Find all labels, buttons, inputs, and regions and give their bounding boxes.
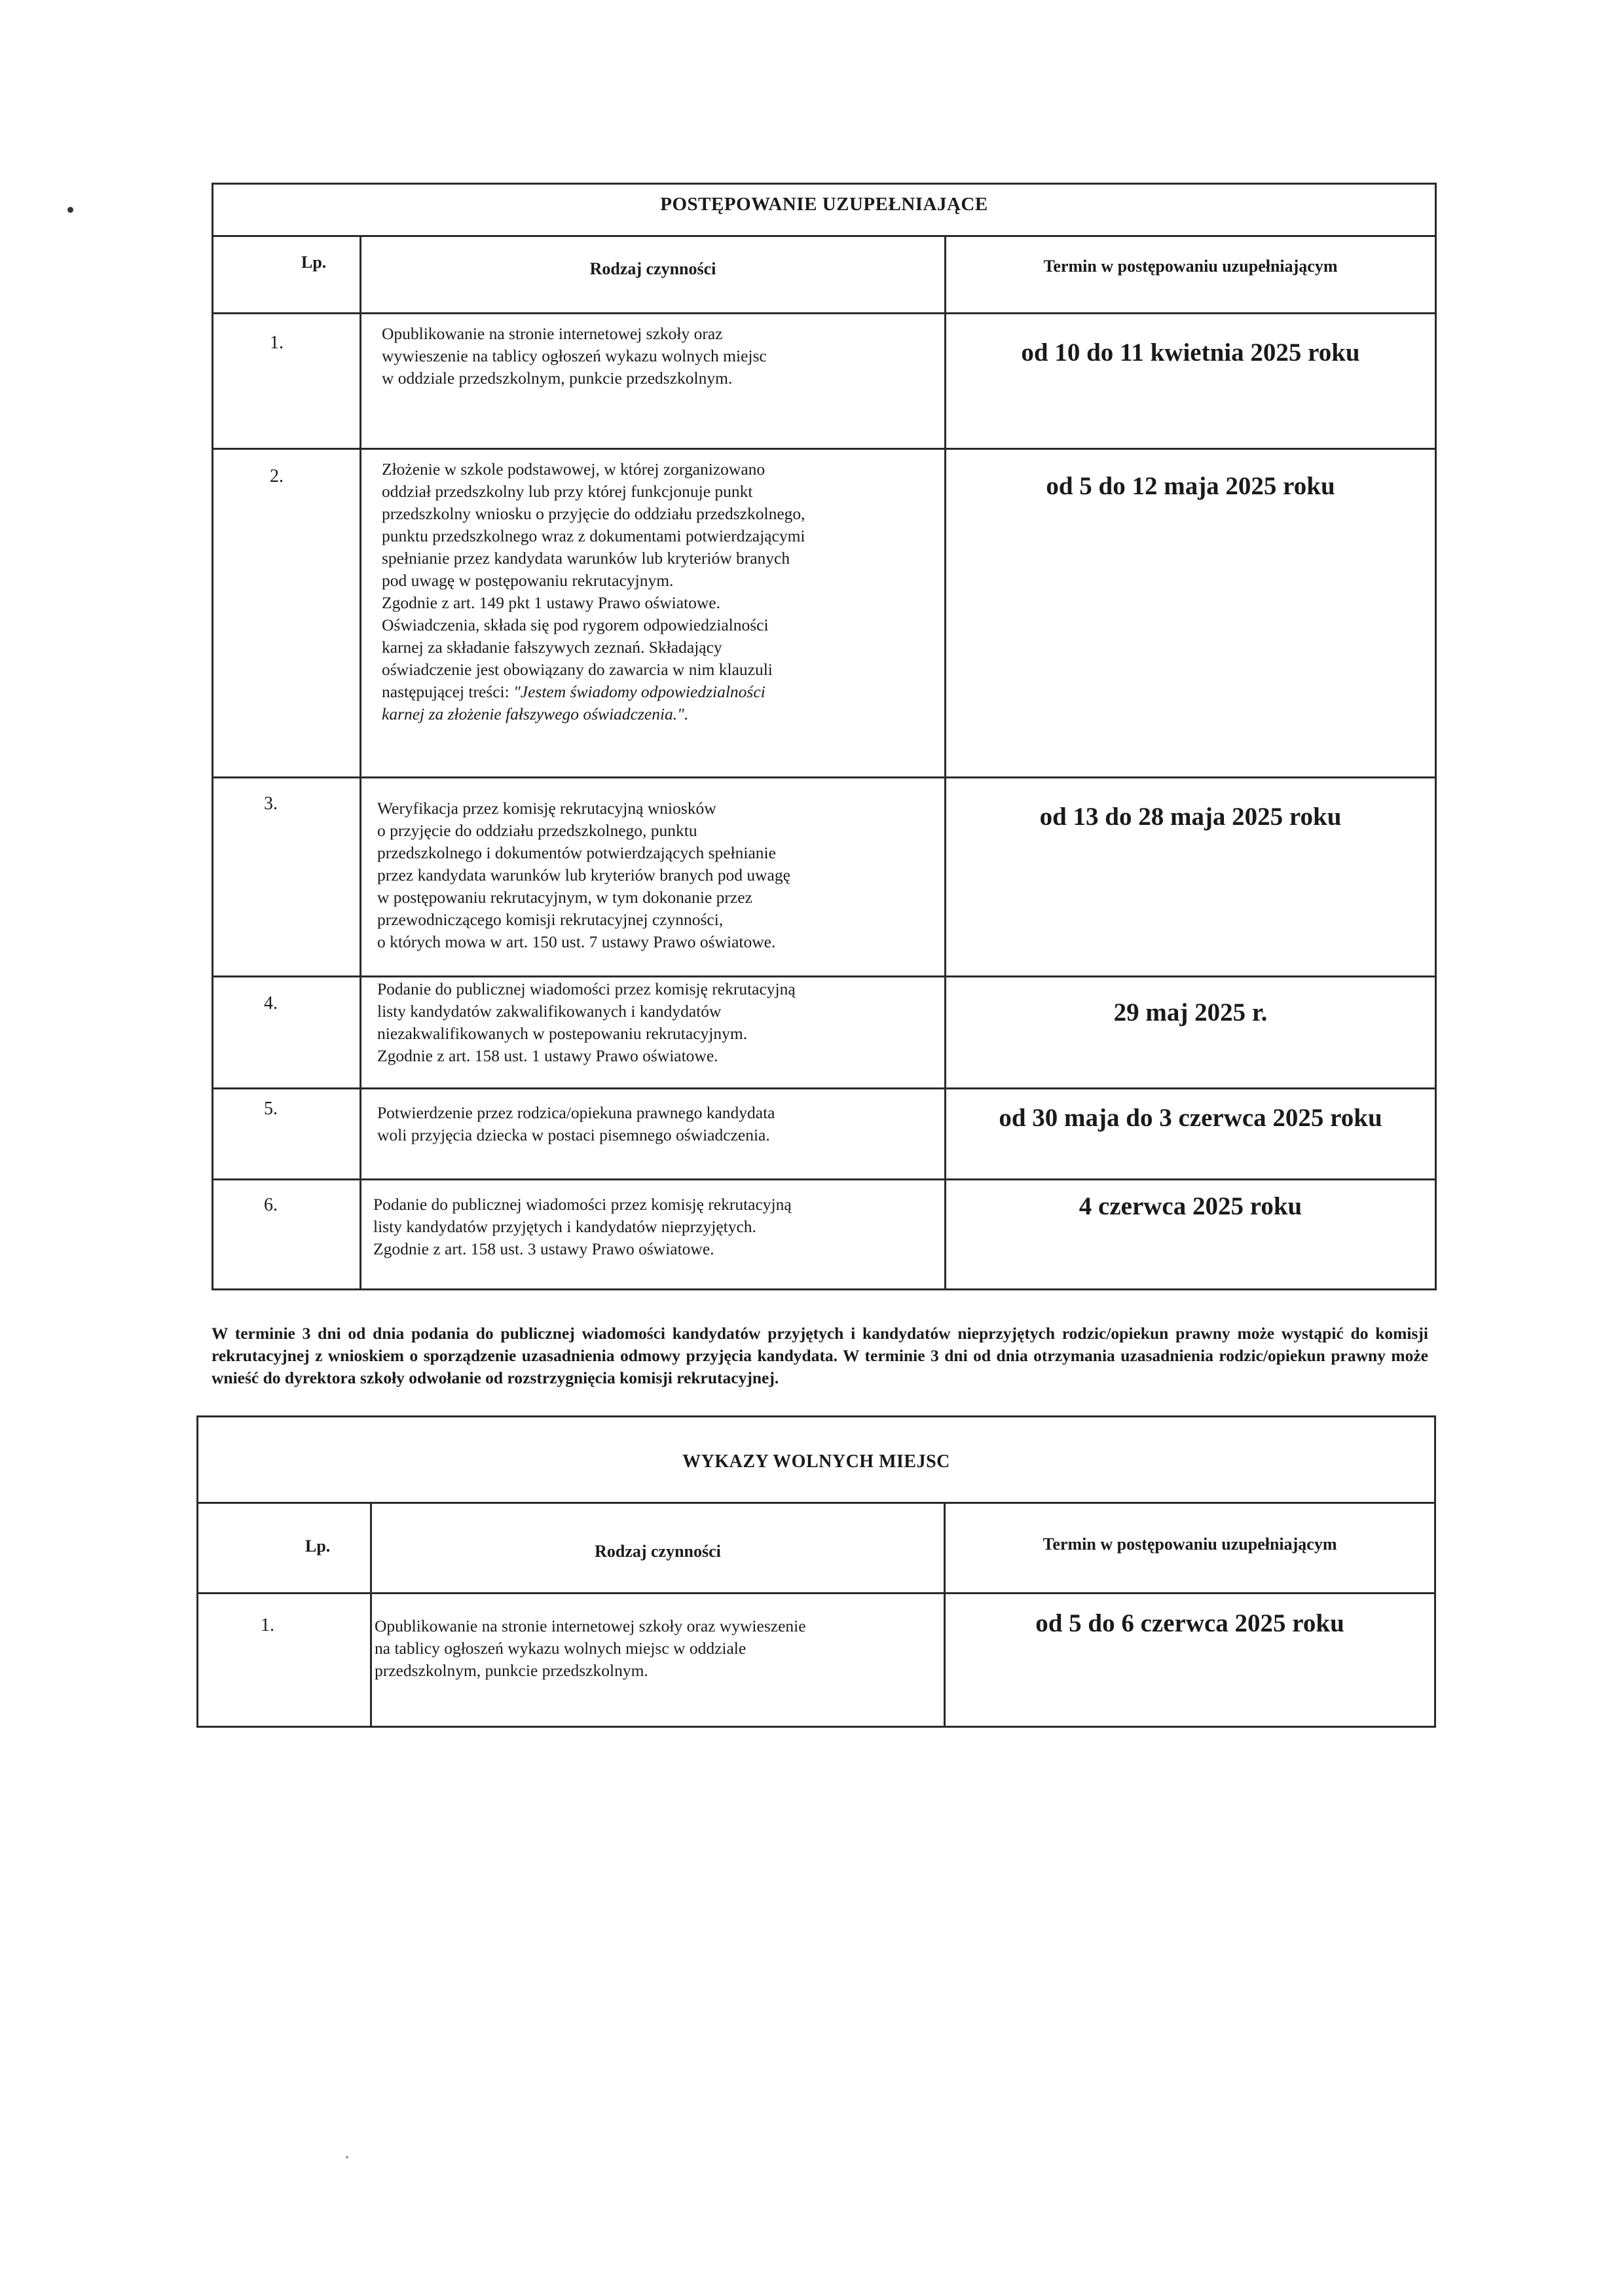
column-header-lp: Lp.	[301, 253, 327, 272]
row-number: 2.	[270, 466, 284, 486]
row-description: Podanie do publicznej wiadomości przez komisję rekrutacyjną listy kandydatów zakwalifikowanych i kandydatów niezakwalifikowanych w postepowaniu rekrutacyjnym. Zgodnie z art. 158 ust. 1 ustawy Prawo oświatowe.	[377, 979, 796, 1065]
section-title: POSTĘPOWANIE UZUPEŁNIAJĄCE	[660, 194, 988, 215]
row-number: 3.	[264, 793, 278, 814]
row-number: 1.	[270, 333, 284, 353]
row-term: od 5 do 12 maja 2025 roku	[1046, 472, 1335, 500]
row-description: Złożenie w szkole podstawowej, w której zorganizowano oddział przedszkolny lub przy której funkcjonuje punkt przedszkolny wniosku o przyjęcie do oddziału przedszkolnego, punktu przedszkolnego wraz z dokumentami potwierdzającymi spełnianie przez kandydata warunków lub kryteriów branych pod uwagę w postępowaniu rekrutacyjnym. Zgodnie z art. 149 pkt 1 ustawy Prawo oświatowe. Oświadczenia, składa się pod rygorem odpowiedzialności karnej za składanie fałszywych zeznań. Składający oświadczenie jest obowiązany do zawarcia w nim klauzuli następującej treści: "Jestem świadomy odpowiedzialności karnej za złożenie fałszywego oświadczenia.".	[382, 460, 805, 723]
row-term: od 13 do 28 maja 2025 roku	[1039, 803, 1342, 831]
section-title: WYKAZY WOLNYCH MIEJSC	[682, 1451, 950, 1472]
row-term: od 30 maja do 3 czerwca 2025 roku	[999, 1104, 1382, 1132]
row-description: Podanie do publicznej wiadomości przez komisję rekrutacyjną listy kandydatów przyjętych i kandydatów nieprzyjętych. Zgodnie z art. 158 ust. 3 ustawy Prawo oświatowe.	[373, 1195, 792, 1258]
row-description: Opublikowanie na stronie internetowej szkoły oraz wywieszenie na tablicy ogłoszeń wykazu wolnych miejsc w oddziale przedszkolnym, punkcie przedszkolnym.	[375, 1616, 806, 1680]
column-header-activity: Rodzaj czynności	[589, 259, 716, 278]
row-term: 29 maj 2025 r.	[1113, 998, 1268, 1027]
row-number: 4.	[264, 993, 278, 1013]
column-header-term: Termin w postępowaniu uzupełniającym	[1043, 257, 1338, 276]
row-number: 6.	[264, 1195, 278, 1215]
row-term: od 5 do 6 czerwca 2025 roku	[1035, 1609, 1344, 1637]
scan-dot	[67, 207, 73, 213]
row-number: 5.	[264, 1099, 278, 1119]
row-description: Weryfikacja przez komisję rekrutacyjną wniosków o przyjęcie do oddziału przedszkolnego, punktu przedszkolnego i dokumentów potwierdzających spełnianie przez kandydata warunków lub kryteriów branych pod uwagę w postępowaniu rekrutacyjnym, w tym dokonanie przez przewodniczącego komisji rekrutacyjnej czynności, o których mowa w art. 150 ust. 7 ustawy Prawo oświatowe.	[377, 799, 790, 951]
row-description: Opublikowanie na stronie internetowej szkoły oraz wywieszenie na tablicy ogłoszeń wykazu wolnych miejsc w oddziale przedszkolnym, punkcie przedszkolnym.	[382, 324, 767, 388]
column-header-lp: Lp.	[305, 1537, 331, 1556]
column-header-activity: Rodzaj czynności	[595, 1542, 721, 1561]
row-description: Potwierdzenie przez rodzica/opiekuna prawnego kandydata woli przyjęcia dziecka w postaci pisemnego oświadczenia.	[377, 1103, 775, 1144]
row-term: od 10 do 11 kwietnia 2025 roku	[1021, 338, 1360, 367]
column-header-term: Termin w postępowaniu uzupełniającym	[1043, 1535, 1337, 1554]
appeal-note: W terminie 3 dni od dnia podania do publicznej wiadomości kandydatów przyjętych i kandydatów nieprzyjętych rodzic/opiekun prawny może wystąpić do komisji rekrutacyjnej z wnioskiem o sporządzenie uzasadnienia odmowy przyjęcia kandydata. W terminie 3 dni od dnia otrzymania uzasadnienia rodzic/opiekun prawny może wnieść do dyrektora szkoły odwołanie od rozstrzygnięcia komisji rekrutacyjnej.	[212, 1324, 1428, 1387]
scan-dot	[346, 2156, 348, 2159]
row-term: 4 czerwca 2025 roku	[1079, 1192, 1302, 1220]
row-number: 1.	[261, 1615, 274, 1635]
